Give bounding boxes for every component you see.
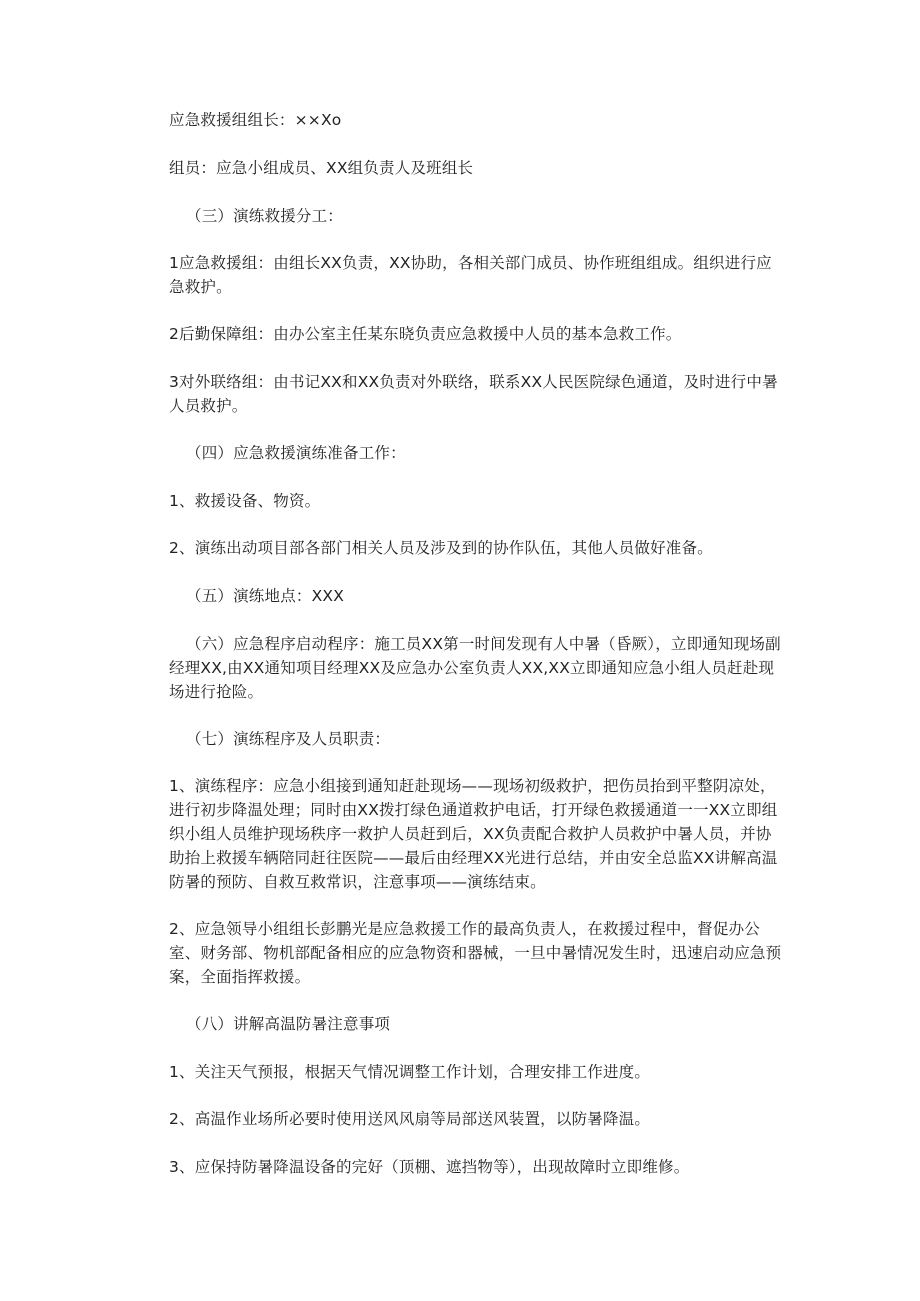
preparation-item-2: 2、演练出动项目部各部门相关人员及涉及到的协作队伍，其他人员做好准备。 <box>169 539 713 557</box>
section-8-heading: （八）讲解高温防暑注意事项 <box>186 1015 391 1033</box>
section-4-heading: （四）应急救援演练准备工作： <box>186 444 406 462</box>
rescue-group-paragraph: 1应急救援组：由组长XX负责，XX协助，各相关部门成员、协作班组组成。组织进行应急救护。 <box>169 254 772 296</box>
section-6-startup-procedure: （六）应急程序启动程序：施工员XX第一时间发现有人中暑（昏厥），立即通知现场副经理XX,由XX通知项目经理XX及应急办公室负责人XX,XX立即通知应急小组人员赶赴现场进行抢险。 <box>169 635 781 701</box>
section-5-location: （五）演练地点：XXX <box>186 587 345 605</box>
section-3-heading: （三）演练救援分工： <box>186 207 344 225</box>
drill-procedure-paragraph: 1、演练程序：应急小组接到通知赶赴现场——现场初级救护，把伤员抬到平整阴凉处，进行初步降温处理；同时由XX拨打绿色通道救护电话，打开绿色救援通道一一XX立即组织小组人员维护现场秩序一救护人员赶到后，XX负责配合救护人员救护中暑人员，并协助抬上救援车辆陪同赶往医院——最后由经理XX光进行总结，并由安全总监XX讲解高温防暑的预防、自救互救常识，注意事项——演练结束。 <box>169 777 778 891</box>
team-members-line: 组员：应急小组成员、XX组负责人及班组长 <box>169 159 474 177</box>
section-7-heading: （七）演练程序及人员职责： <box>186 730 391 748</box>
leader-responsibility-paragraph: 2、应急领导小组组长彭鹏光是应急救援工作的最高负责人，在救援过程中，督促办公室、财务部、物机部配备相应的应急物资和器械，一旦中暑情况发生时，迅速启动应急预案，全面指挥救援。 <box>169 920 782 986</box>
precaution-item-1: 1、关注天气预报，根据天气情况调整工作计划，合理安排工作进度。 <box>169 1063 651 1081</box>
precaution-item-2: 2、高温作业场所必要时使用送风风扇等局部送风装置，以防暑降温。 <box>169 1110 651 1128</box>
logistics-group-paragraph: 2后勤保障组：由办公室主任某东晓负责应急救援中人员的基本急救工作。 <box>169 325 682 343</box>
rescue-team-leader-line: 应急救援组组长：××Xo <box>169 111 342 129</box>
precaution-item-3: 3、应保持防暑降温设备的完好（顶棚、遮挡物等），出现故障时立即维修。 <box>169 1158 690 1176</box>
preparation-item-1: 1、救援设备、物资。 <box>169 492 321 510</box>
liaison-group-paragraph: 3对外联络组：由书记XX和XX负责对外联络，联系XX人民医院绿色通道，及时进行中暑人员救护。 <box>169 373 778 415</box>
